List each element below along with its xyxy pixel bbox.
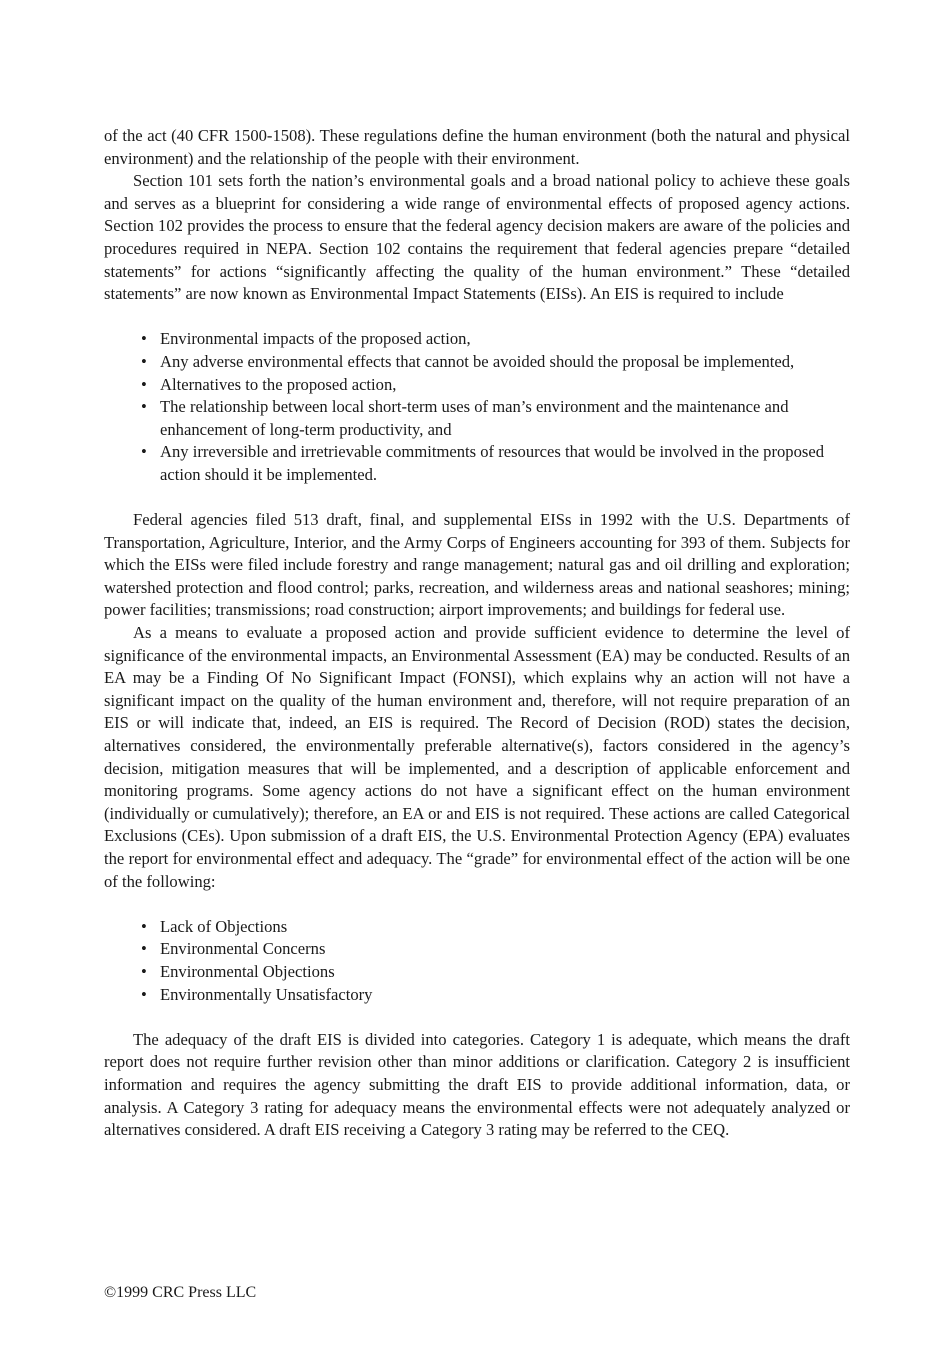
list-item-text: Alternatives to the proposed action,: [160, 374, 397, 394]
list-item-text: Environmentally Unsatisfactory: [160, 984, 373, 1004]
copyright-footer: ©1999 CRC Press LLC: [104, 1284, 257, 1301]
list-item: [141, 961, 850, 984]
bullet-icon: •: [141, 442, 147, 462]
list-item-text: Environmental Concerns: [160, 939, 326, 959]
list-item: [141, 396, 850, 441]
paragraph-regulations: of the act (40 CFR 1500-1508). These regulations define the human environment (both the natural and physical environment) and the relationship of the people with their environment.: [104, 126, 850, 168]
paragraph-sections-101-102: Section 101 sets forth the nation’s environmental goals and a broad national policy to achieve these goals and serves as a blueprint for considering a wide range of environmental effects of proposed agency actions. Section 102 provides the process to ensure that the federal agency decision makers are aware of the policies and procedures required in NEPA. Section 102 contains the requirement that federal agencies prepare “detailed statements” for actions “significantly affecting the quality of the human environment.” These “detailed statements” are now known as Environmental Impact Statements (EISs). An EIS is required to include: [104, 171, 850, 304]
bullet-icon: •: [141, 351, 147, 371]
list-item-text: The relationship between local short-term uses of man’s environment and the maintenance and enhancement of long-term productivity, and: [160, 397, 789, 439]
paragraph-eis-filings: Federal agencies filed 513 draft, final, and supplemental EISs in 1992 with the U.S. Departments of Transportation, Agriculture, Interior, and the Army Corps of Engineers accounting for 393 of them. Subjects for which the EISs were filed include forestry and range management; natural gas and oil drilling and exploration; watershed protection and flood control; parks, recreation, and wilderness areas and national seashores; mining; power facilities; transmissions; road construction; airport improvements; and buildings for federal use.: [104, 510, 850, 620]
list-item: [141, 916, 850, 939]
bullet-icon: •: [141, 984, 147, 1004]
bullet-icon: •: [141, 939, 147, 959]
list-item-text: Any adverse environmental effects that cannot be avoided should the proposal be implemented,: [160, 351, 795, 371]
bullet-icon: •: [141, 397, 147, 417]
paragraph-adequacy-categories: The adequacy of the draft EIS is divided into categories. Category 1 is adequate, which means the draft report does not require further revision other than minor additions or clarification. Category 2 is insufficient information and requires the agency submitting the draft EIS to provide additional information, data, or analysis. A Category 3 rating for adequacy means the environmental effects were not adequately analyzed or alternatives considered. A draft EIS receiving a Category 3 rating may be referred to the CEQ.: [104, 1029, 850, 1140]
bullet-icon: •: [141, 961, 147, 981]
list-item-text: Environmental impacts of the proposed action,: [160, 329, 471, 349]
list-item-text: Any irreversible and irretrievable commitments of resources that would be involved in the proposed action should it be implemented.: [160, 442, 825, 484]
list-item: [141, 351, 850, 374]
list-item: [141, 938, 850, 961]
page-body: [104, 125, 850, 1142]
bullet-icon: •: [141, 916, 147, 936]
list-item: [141, 984, 850, 1007]
list-item-text: Lack of Objections: [160, 916, 288, 936]
list-item: [141, 374, 850, 397]
bullet-icon: •: [141, 374, 147, 394]
list-item-text: Environmental Objections: [160, 961, 335, 981]
list-item: [141, 441, 850, 486]
bullet-icon: •: [141, 329, 147, 349]
eis-requirements-list: [104, 328, 850, 486]
list-item: [141, 328, 850, 351]
epa-grades-list: [104, 916, 850, 1006]
paragraph-environmental-assessment: As a means to evaluate a proposed action and provide sufficient evidence to determine the level of significance of the environmental impacts, an Environmental Assessment (EA) may be conducted. Results of an EA may be a Finding Of No Significant Impact (FONSI), which explains why an action will not have a significant impact on the quality of the human environment and, therefore, will not require preparation of an EIS or will indicate that, indeed, an EIS is required. The Record of Decision (ROD) states the decision, alternatives considered, the environmentally preferable alternative(s), factors considered in the agency’s decision, mitigation measures that will be implemented, and a description of applicable enforcement and monitoring programs. Some agency actions do not have a significant effect on the human environment (individually or cumulatively); therefore, an EA or and EIS is not required. These actions are called Categorical Exclusions (CEs). Upon submission of a draft EIS, the U.S. Environmental Protection Agency (EPA) evaluates the report for environmental effect and adequacy. The “grade” for environmental effect of the action will be one of the following:: [104, 623, 850, 891]
